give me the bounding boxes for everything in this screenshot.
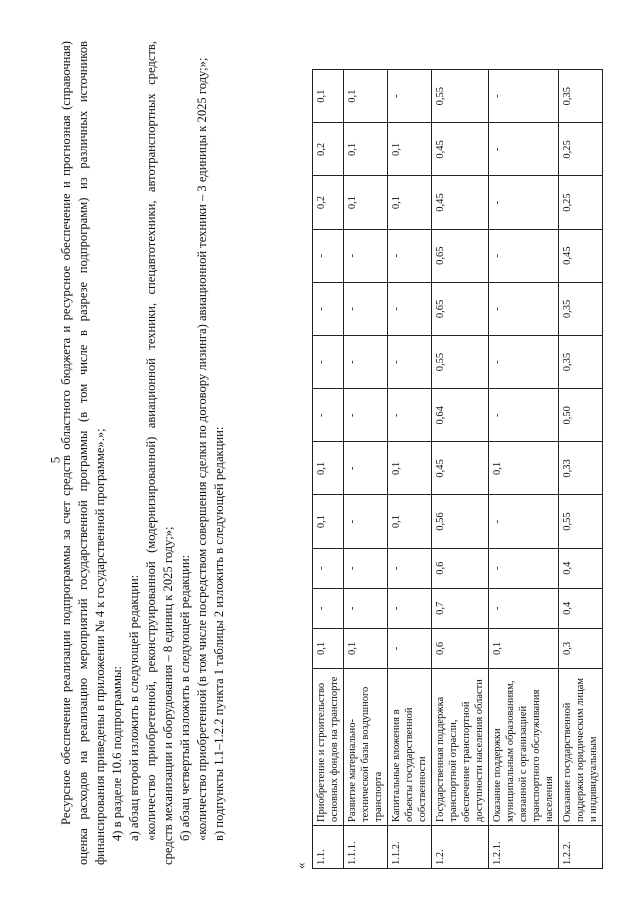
- value-cell: -: [344, 588, 388, 628]
- value-cell: -: [344, 442, 388, 495]
- value-cell: 0,33: [559, 442, 603, 495]
- value-cell: 0,6: [432, 628, 489, 668]
- value-cell: -: [313, 588, 344, 628]
- paragraph-quote-a: «количество приобретенной, реконструированной (модернизированной) авиационной техники, спецавтотехники, автотранспортных средств, средств механизации и оборудования – 8 единиц к 2025 году;»;: [144, 41, 175, 865]
- row-code: 1.2.1.: [489, 826, 559, 869]
- table-row: [489, 70, 559, 869]
- value-cell: -: [489, 548, 559, 588]
- paragraph-item-b: б) абзац четвертый изложить в следующей редакции:: [178, 554, 192, 841]
- value-cell: 0,1: [388, 442, 432, 495]
- value-cell: 0,1: [313, 628, 344, 668]
- value-cell: 0,35: [559, 282, 603, 335]
- value-cell: -: [313, 548, 344, 588]
- table-row: [388, 70, 432, 869]
- value-cell: 0,4: [559, 548, 603, 588]
- value-cell: 0,55: [432, 70, 489, 123]
- value-cell: 0,4: [559, 588, 603, 628]
- row-code: 1.1.1.: [344, 826, 388, 869]
- row-code: 1.2.: [432, 826, 489, 869]
- table-row: [559, 70, 603, 869]
- value-cell: 0,1: [313, 442, 344, 495]
- value-cell: 0,3: [559, 628, 603, 668]
- document-body: [58, 41, 228, 865]
- value-cell: -: [313, 335, 344, 388]
- row-name: Оказание поддержки муниципальным образованиям, связанной с организацией транспортного обслуживания населения: [489, 669, 559, 826]
- value-cell: -: [344, 389, 388, 442]
- value-cell: 0,1: [313, 70, 344, 123]
- paragraph-item-c: в) подпункты 1.1–1.2.2 пункта 1 таблицы 2 изложить в следующей редакции:: [212, 426, 226, 841]
- value-cell: -: [344, 548, 388, 588]
- value-cell: 0,45: [432, 176, 489, 229]
- value-cell: 0,1: [489, 628, 559, 668]
- value-cell: 0,1: [388, 123, 432, 176]
- value-cell: 0,35: [559, 335, 603, 388]
- row-name: Развитие материально-технической базы воздушного транспорта: [344, 669, 388, 826]
- value-cell: 0,25: [559, 123, 603, 176]
- value-cell: 0,55: [559, 495, 603, 548]
- value-cell: 0,56: [432, 495, 489, 548]
- value-cell: 0,45: [559, 229, 603, 282]
- paragraph-section-10-6: 4) в разделе 10.6 подпрограммы:: [110, 666, 124, 841]
- page-number: 5: [47, 456, 63, 464]
- value-cell: -: [489, 70, 559, 123]
- value-cell: 0,45: [432, 123, 489, 176]
- value-cell: 0,45: [432, 442, 489, 495]
- value-cell: 0,50: [559, 389, 603, 442]
- row-code: 1.1.2.: [388, 826, 432, 869]
- value-cell: 0,1: [388, 495, 432, 548]
- value-cell: -: [344, 335, 388, 388]
- value-cell: 0,25: [559, 176, 603, 229]
- value-cell: -: [388, 70, 432, 123]
- value-cell: -: [388, 335, 432, 388]
- value-cell: -: [388, 389, 432, 442]
- value-cell: -: [344, 495, 388, 548]
- table-opening-quote: «: [293, 862, 308, 869]
- value-cell: 0,64: [432, 389, 489, 442]
- row-name: Капитальные вложения в объекты государственной собственности: [388, 669, 432, 826]
- value-cell: 0,2: [313, 176, 344, 229]
- value-cell: 0,6: [432, 548, 489, 588]
- value-cell: 0,1: [344, 70, 388, 123]
- value-cell: -: [313, 282, 344, 335]
- value-cell: 0,1: [313, 495, 344, 548]
- table-row: [344, 70, 388, 869]
- value-cell: 0,1: [489, 442, 559, 495]
- value-cell: -: [313, 229, 344, 282]
- value-cell: 0,65: [432, 282, 489, 335]
- row-name: Государственная поддержка транспортной отрасли, обеспечение транспортной доступности населения области: [432, 669, 489, 826]
- value-cell: 0,2: [313, 123, 344, 176]
- value-cell: 0,1: [344, 123, 388, 176]
- paragraph-quote-b: «количество приобретенной (в том числе посредством совершения сделки по договору лизинга) авиационной техники – 3 единицы к 2025 году;»;: [195, 57, 209, 841]
- value-cell: -: [388, 282, 432, 335]
- row-code: 1.2.2.: [559, 826, 603, 869]
- value-cell: 0,1: [344, 176, 388, 229]
- value-cell: -: [489, 495, 559, 548]
- row-name: Оказание государственной поддержки юридическим лицам и индивидуальным: [559, 669, 603, 826]
- value-cell: -: [388, 548, 432, 588]
- value-cell: 0,1: [388, 176, 432, 229]
- paragraph-resource-provision: Ресурсное обеспечение реализации подпрограммы за счет средств областного бюджета и ресурсное обеспечение и прогнозная (справочная) оценка расходов на реализацию мероприятий государственной программы (в том числе в разрезе подпрограмм) из различных источников финансирования приведены в приложении № 4 к государственной программе».»;: [59, 41, 107, 865]
- value-cell: -: [388, 588, 432, 628]
- indicator-table: [312, 69, 603, 869]
- value-cell: -: [489, 229, 559, 282]
- row-code: 1.1.: [313, 826, 344, 869]
- table-row: [432, 70, 489, 869]
- value-cell: 0,65: [432, 229, 489, 282]
- value-cell: -: [489, 282, 559, 335]
- row-name: Приобретение и строительство основных фондов на транспорте: [313, 669, 344, 826]
- value-cell: 0,7: [432, 588, 489, 628]
- value-cell: -: [388, 628, 432, 668]
- value-cell: 0,35: [559, 70, 603, 123]
- value-cell: 0,1: [344, 628, 388, 668]
- value-cell: -: [388, 229, 432, 282]
- value-cell: -: [489, 335, 559, 388]
- value-cell: -: [489, 123, 559, 176]
- table-row: [313, 70, 344, 869]
- value-cell: -: [489, 389, 559, 442]
- value-cell: -: [344, 229, 388, 282]
- value-cell: 0,55: [432, 335, 489, 388]
- value-cell: -: [313, 389, 344, 442]
- paragraph-item-a: а) абзац второй изложить в следующей редакции:: [127, 574, 141, 841]
- value-cell: -: [489, 588, 559, 628]
- value-cell: -: [344, 282, 388, 335]
- value-cell: -: [489, 176, 559, 229]
